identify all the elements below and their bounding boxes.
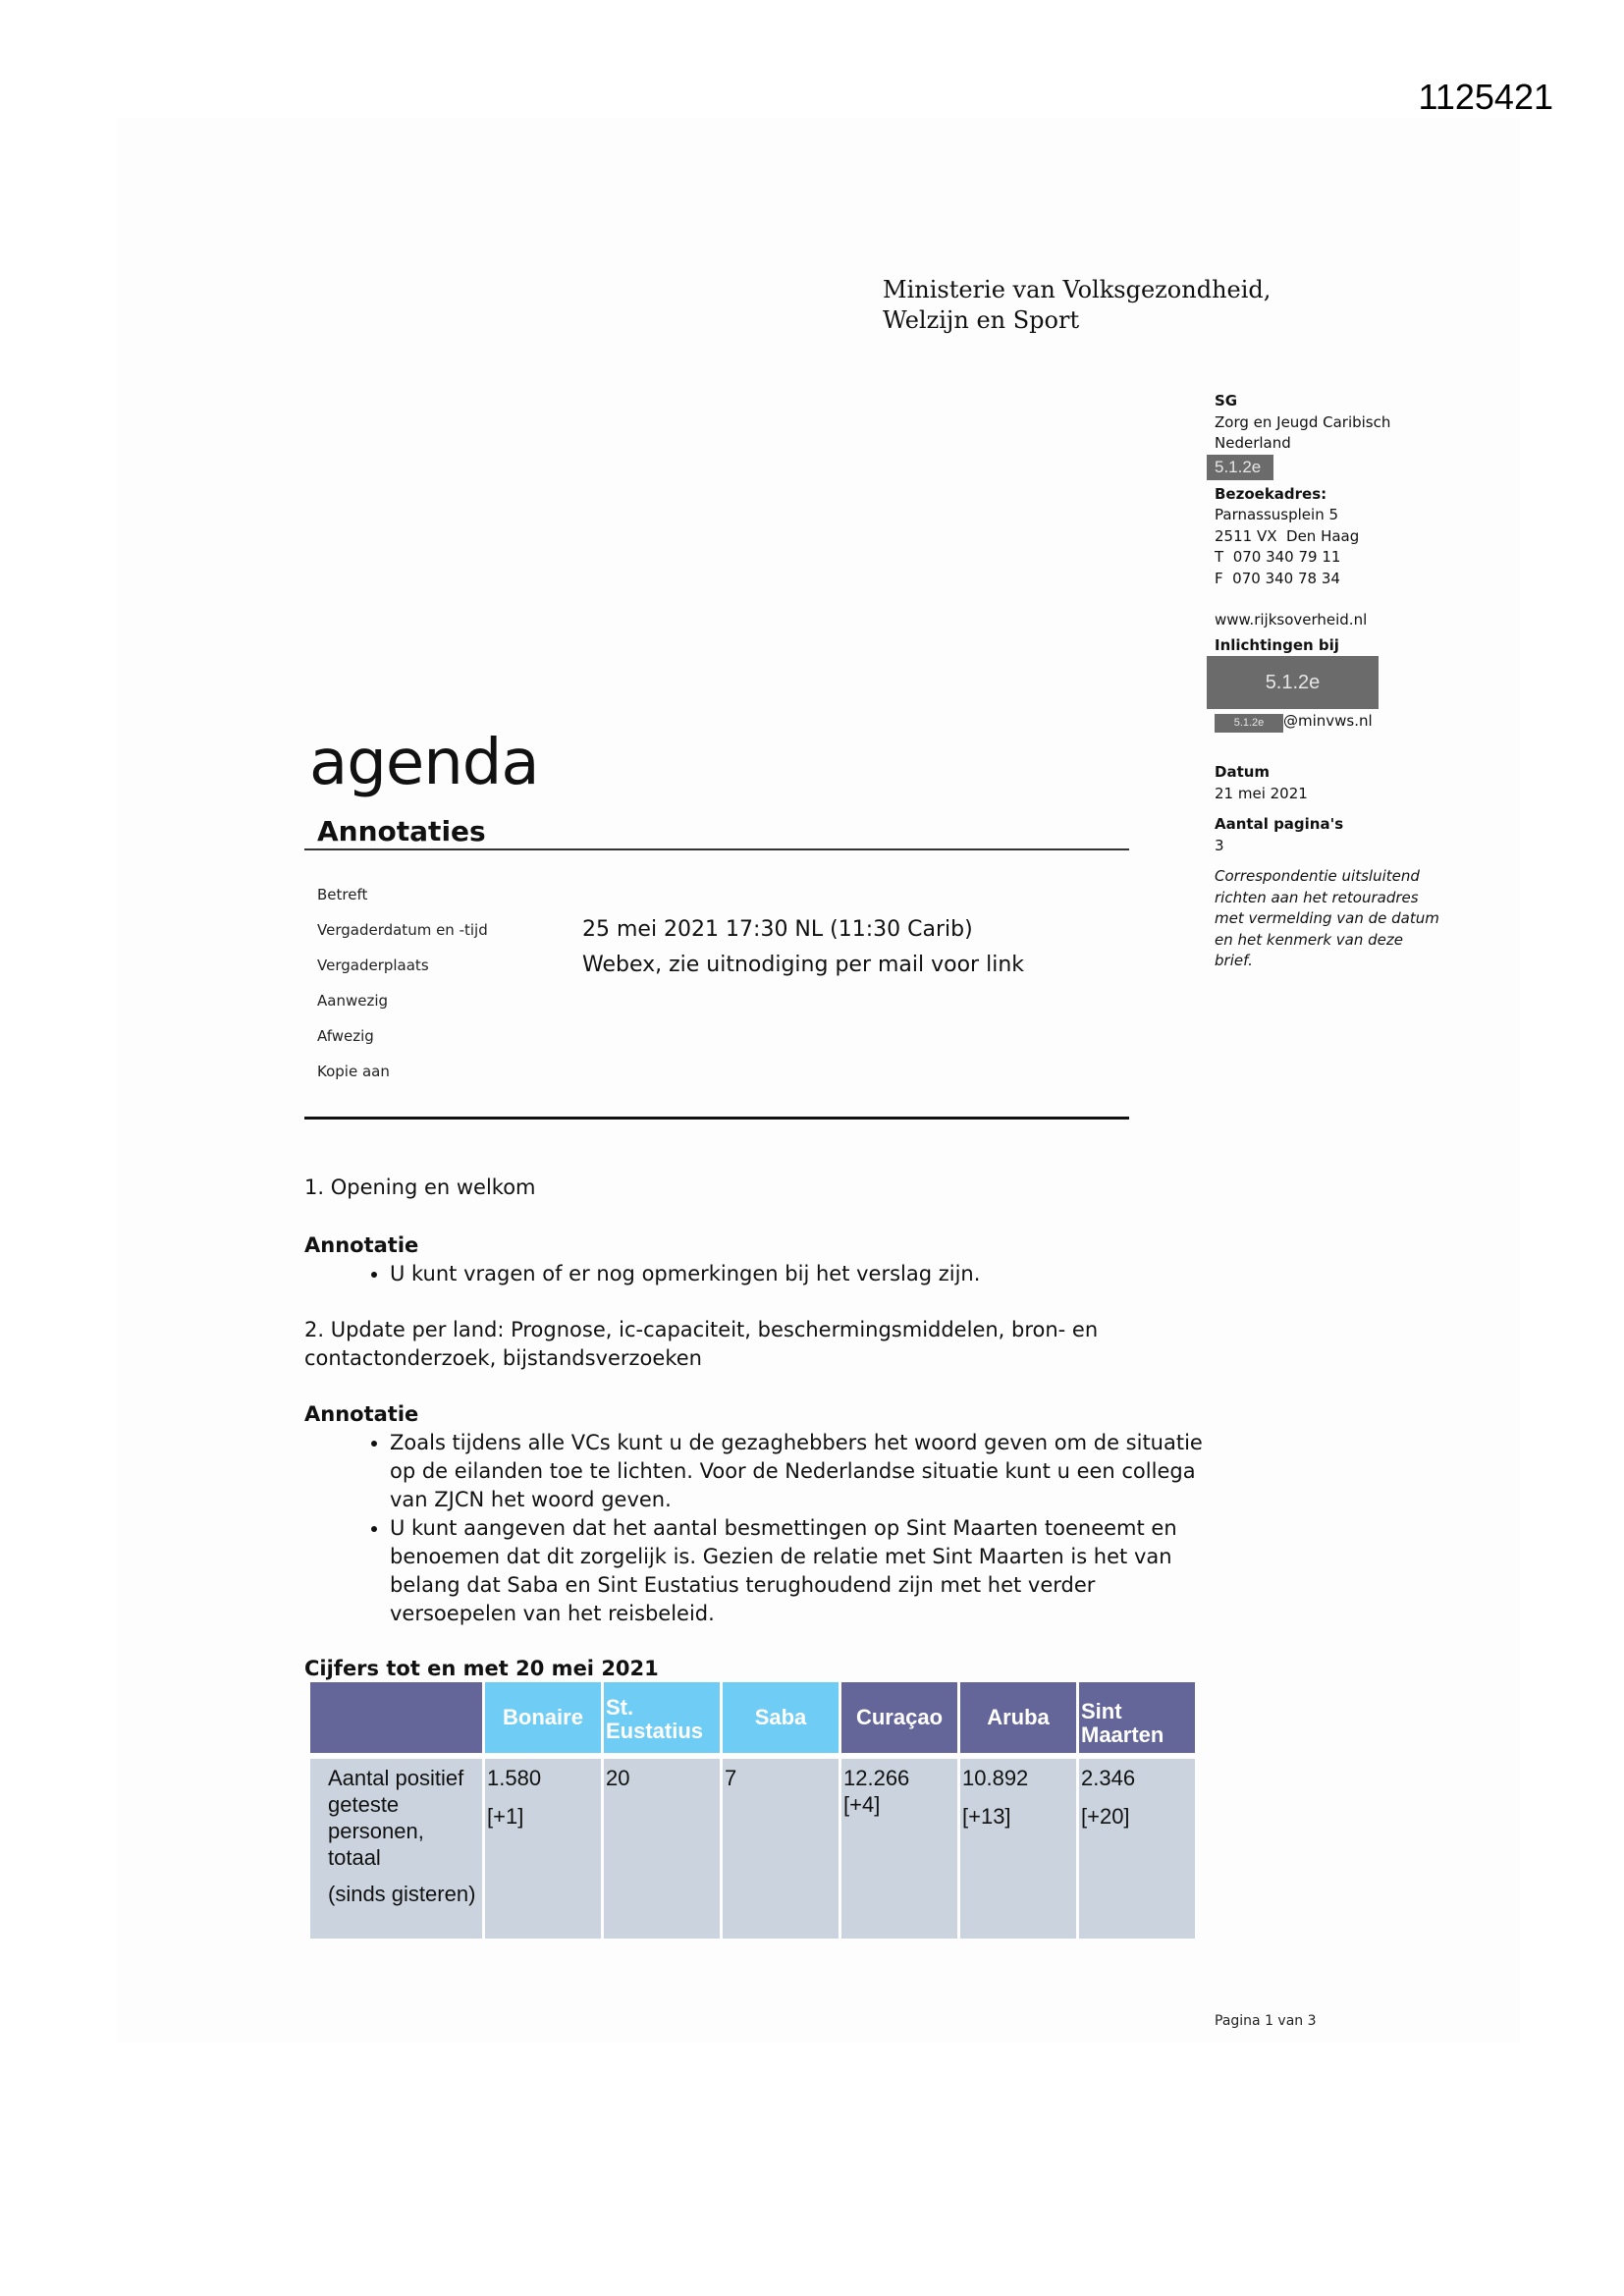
redaction-block: 5.1.2e — [1207, 455, 1273, 480]
cell-total: 20 — [606, 1766, 630, 1790]
agenda-item-2-title — [304, 1316, 1208, 1373]
title-line: 2. Update per land: Prognose, ic-capaciteit, beschermingsmiddelen, bron- en — [304, 1318, 1099, 1341]
divider — [304, 1117, 1129, 1120]
column-header-saba: Saba — [723, 1682, 839, 1753]
cell-delta: [+4] — [843, 1792, 881, 1817]
sender-sidebar — [1215, 391, 1519, 972]
meeting-datetime: 25 mei 2021 17:30 NL (11:30 Carib) — [582, 917, 973, 942]
table-row — [310, 1759, 1195, 1939]
department-line-1: Zorg en Jeugd Caribisch — [1215, 412, 1391, 431]
column-header-empty — [310, 1682, 482, 1753]
meta-label-subject: Betreft — [317, 886, 368, 903]
document-title: agenda — [309, 727, 539, 799]
cell-sint-maarten — [1079, 1759, 1195, 1939]
fax-number: F 070 340 78 34 — [1215, 569, 1340, 587]
redaction-block: 5.1.2e — [1215, 714, 1283, 733]
cell-total: 10.892 — [962, 1766, 1029, 1790]
row-sublabel: (sinds gisteren) — [328, 1882, 476, 1906]
annotation-bullet: • U kunt aangeven dat het aantal besmettingen op Sint Maarten toeneemt en benoemen dat dit zorgelijk is. Gezien de relatie met Sint Maarten is het van belang dat Saba en Sint Eustatius terughoudend zijn met het verder versoepelen van het reisbeleid. — [390, 1514, 1208, 1628]
divider — [304, 848, 1129, 850]
note-line: Correspondentie uitsluitend — [1215, 867, 1420, 885]
department-line-2: Nederland — [1215, 434, 1291, 452]
pages-label: Aantal pagina's — [1215, 815, 1344, 833]
phone-number: T 070 340 79 11 — [1215, 548, 1341, 566]
ministry-logo-text — [883, 275, 1271, 336]
cell-delta: [+13] — [962, 1804, 1011, 1829]
department-label: SG — [1215, 392, 1238, 410]
cell-st-eustatius — [604, 1759, 720, 1939]
meta-label-cc: Kopie aan — [317, 1063, 390, 1080]
covid-figures-table — [307, 1682, 1198, 1939]
column-header-curacao: Curaçao — [841, 1682, 957, 1753]
date-label: Datum — [1215, 763, 1271, 781]
row-label — [310, 1759, 482, 1939]
annotation-bullet: • U kunt vragen of er nog opmerkingen bij het verslag zijn. — [390, 1260, 1208, 1288]
agenda-item-1-title: 1. Opening en welkom — [304, 1175, 536, 1199]
cell-total: 1.580 — [487, 1766, 542, 1790]
note-line: met vermelding van de datum — [1215, 909, 1439, 927]
cell-curacao — [841, 1759, 957, 1939]
cell-total: 2.346 — [1081, 1766, 1136, 1790]
annotation-list — [304, 1429, 1208, 1628]
visit-address-label: Bezoekadres: — [1215, 484, 1327, 503]
document-number: 1125421 — [1418, 77, 1553, 117]
email-domain: @minvws.nl — [1283, 712, 1373, 730]
meta-label-present: Aanwezig — [317, 992, 389, 1010]
annotation-list — [304, 1260, 1208, 1288]
cell-total: 7 — [725, 1766, 737, 1790]
cell-delta: [+1] — [487, 1804, 524, 1829]
table-header-row — [310, 1682, 1195, 1753]
cell-delta: [+20] — [1081, 1804, 1130, 1829]
note-line: brief. — [1215, 952, 1253, 969]
redaction-block: 5.1.2e — [1207, 656, 1379, 709]
row-label-text: Aantal positief geteste personen, totaal — [328, 1766, 464, 1870]
info-label: Inlichtingen bij — [1215, 635, 1339, 654]
column-header-bonaire: Bonaire — [485, 1682, 601, 1753]
address-line-1: Parnassusplein 5 — [1215, 506, 1339, 523]
annotation-heading: Annotatie — [304, 1402, 419, 1426]
page-indicator: Pagina 1 van 3 — [1215, 2013, 1317, 2029]
ministry-line-1: Ministerie van Volksgezondheid, — [883, 276, 1272, 303]
date-value: 21 mei 2021 — [1215, 784, 1308, 802]
meeting-location: Webex, zie uitnodiging per mail voor link — [582, 953, 1025, 977]
correspondence-note — [1215, 866, 1519, 972]
pages-value: 3 — [1215, 836, 1224, 854]
meta-label-location: Vergaderplaats — [317, 957, 429, 974]
note-line: en het kenmerk van deze — [1215, 930, 1403, 949]
meta-label-absent: Afwezig — [317, 1027, 374, 1045]
column-header-st-eustatius: St. Eustatius — [604, 1682, 720, 1753]
cell-total: 12.266 — [843, 1766, 910, 1790]
meeting-meta-values — [582, 912, 1024, 983]
title-line: contactonderzoek, bijstandsverzoeken — [304, 1346, 702, 1370]
annotation-heading: Annotatie — [304, 1233, 419, 1257]
ministry-line-2: Welzijn en Sport — [883, 306, 1080, 334]
column-header-sint-maarten: Sint Maarten — [1079, 1682, 1195, 1753]
table-title: Cijfers tot en met 20 mei 2021 — [304, 1657, 659, 1680]
document-subtitle: Annotaties — [317, 815, 486, 847]
cell-aruba — [960, 1759, 1076, 1939]
website-link[interactable]: www.rijksoverheid.nl — [1215, 611, 1368, 629]
note-line: richten aan het retouradres — [1215, 888, 1419, 906]
cell-saba — [723, 1759, 839, 1939]
address-line-2: 2511 VX Den Haag — [1215, 526, 1360, 545]
agenda-body — [304, 1174, 1208, 1628]
column-header-aruba: Aruba — [960, 1682, 1076, 1753]
meeting-meta-labels — [317, 877, 488, 1089]
cell-bonaire — [485, 1759, 601, 1939]
meta-label-datetime: Vergaderdatum en -tijd — [317, 921, 488, 939]
annotation-bullet: • Zoals tijdens alle VCs kunt u de gezaghebbers het woord geven om de situatie op de eilanden toe te lichten. Voor de Nederlandse situatie kunt u een collega van ZJCN het woord geven. — [390, 1429, 1208, 1514]
